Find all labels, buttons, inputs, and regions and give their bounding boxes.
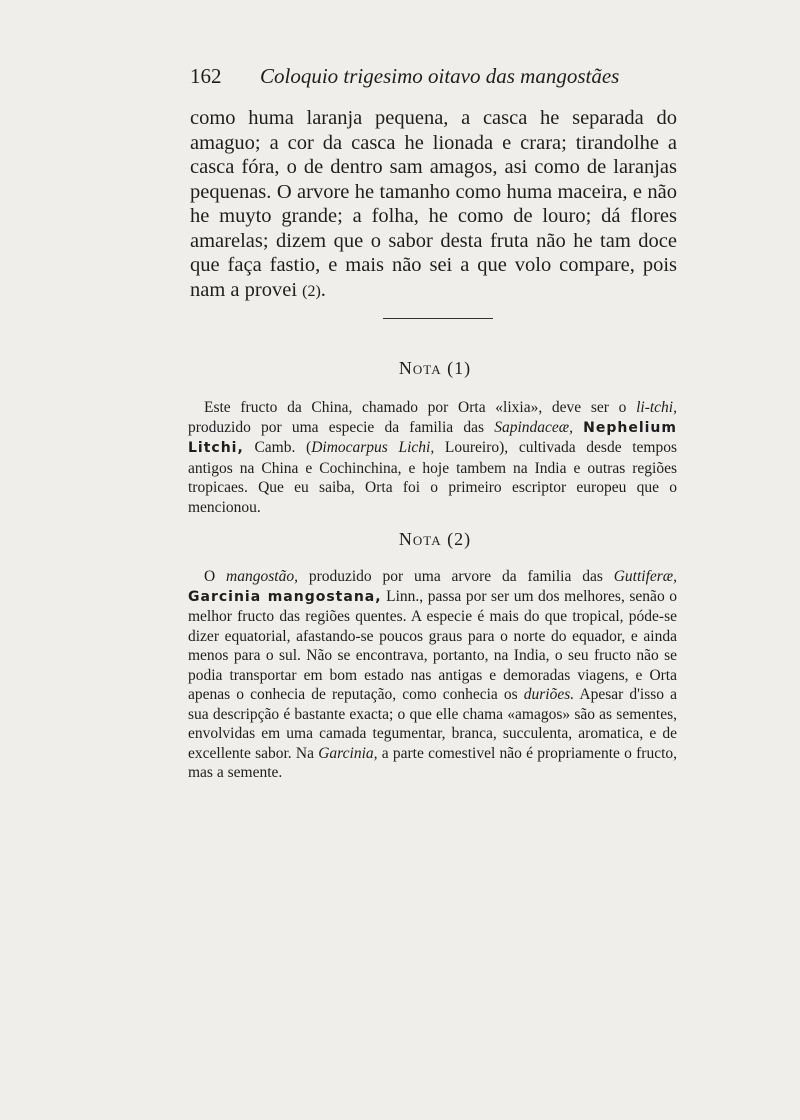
n2-t3: Linn., passa por ser um dos melhores, senão o melhor fructo das regiões quentes. A especie é mais do que tropical, póde-se dizer equatorial, afastando-se poucos graus para o norte do equador, e ainda menos para o sul. Não se encontrava, portanto, na India, o seu fructo não se podia transportar em bom estado nas antigas e demoradas viagens, e Orta apenas o conhecia de reputação, como conhecia os	[188, 587, 677, 703]
n2-t2: produzido por uma arvore da familia das	[297, 568, 614, 585]
nota-1-text	[188, 398, 677, 517]
n1-genus: Nephelium Litchi,	[188, 419, 677, 456]
n2-i3: duriões.	[523, 686, 575, 703]
nota-2-paragraph	[188, 567, 677, 783]
n2-t1: O	[204, 568, 227, 585]
n2-genus: Garcinia mangostana,	[188, 588, 382, 605]
n1-t2: produzido por uma especie da familia das	[188, 418, 495, 436]
running-title: Coloquio trigesimo oitavo das mangostães	[260, 64, 620, 88]
n2-t5: a parte comestivel não é propriamente o fructo, mas a semente.	[188, 744, 678, 781]
n1-i2: Sapindaceæ,	[494, 418, 573, 436]
n1-t3: Camb. (	[243, 439, 312, 456]
n1-t1: Este fructo da China, chamado por Orta «lixia», deve ser o	[204, 399, 637, 416]
nota-1-paragraph	[188, 398, 677, 517]
footnote-ref-2: (2)	[302, 282, 321, 300]
separator-rule	[383, 318, 493, 319]
n2-i1: mangostão,	[226, 568, 298, 585]
n2-i4: Garcinia,	[318, 744, 378, 762]
n1-t4: Loureiro), cultivada desde tempos antigos na China e Cochinchina, e hoje tambem na India e outras regiões tropicaes. Que eu saiba, Orta foi o primeiro escriptor europeu que o mencionou.	[188, 439, 678, 516]
main-text	[190, 106, 677, 304]
n1-i3: Dimocarpus Lichi,	[311, 439, 435, 456]
main-paragraph-body: como huma laranja pequena, a casca he separada do amaguo; a cor da casca he lionada e crara; tirandolhe a casca fóra, o de dentro sam amagos, asi como de laranjas pequenas. O arvore he tamanho como huma maceira, e não he muyto grande; a folha, he como de louro; dá flores amarelas; dizem que o sabor desta fruta não he tam doce que faça fastio, e mais não sei a que volo compare, pois nam a provei	[190, 107, 677, 301]
main-paragraph-end: .	[320, 278, 326, 301]
main-paragraph	[190, 106, 677, 304]
nota-2-heading: Nota (2)	[398, 529, 472, 549]
n1-i1: li-tchi,	[636, 399, 677, 416]
nota-1-heading: Nota (1)	[398, 358, 472, 378]
n2-i2: Guttiferæ,	[613, 568, 677, 585]
nota-2-text	[188, 567, 677, 783]
page-number: 162	[190, 64, 222, 88]
n2-t4: Apesar d'isso a sua descripção é bastante exacta; o que elle chama «amagos» são as sementes, envolvidas em uma camada tegumentar, branca, succulenta, aromatica, e de excellente sabor. Na	[188, 686, 677, 762]
